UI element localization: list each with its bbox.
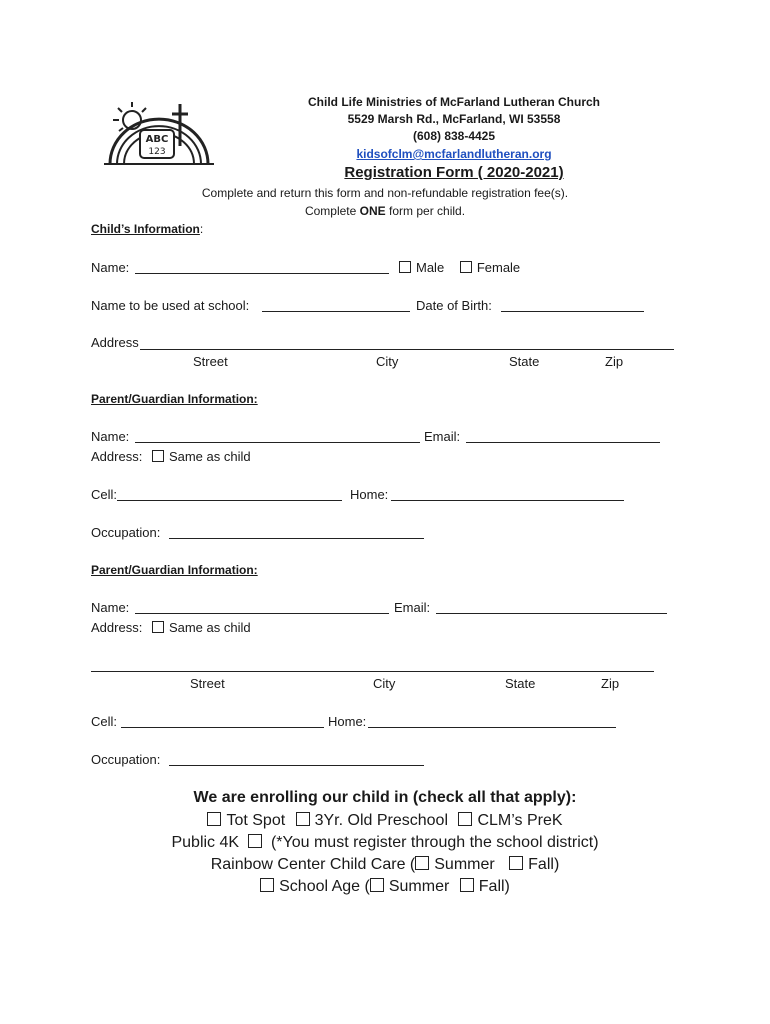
g2-email-field[interactable] bbox=[436, 613, 667, 614]
g1-occupation-label: Occupation: bbox=[91, 525, 161, 540]
school-name-label: Name to be used at school: bbox=[91, 298, 250, 313]
dob-field[interactable] bbox=[501, 311, 644, 312]
g1-email-label: Email: bbox=[424, 429, 461, 444]
g2-address-row bbox=[91, 620, 251, 635]
g1-name-label: Name: bbox=[91, 429, 130, 444]
g2-home-field[interactable] bbox=[368, 727, 616, 728]
g2-street-label: Street bbox=[190, 676, 225, 691]
g1-occupation-field[interactable] bbox=[169, 538, 424, 539]
g1-address-row bbox=[91, 449, 251, 464]
g1-cell-label: Cell: bbox=[91, 487, 118, 502]
school-age-summer-checkbox[interactable] bbox=[370, 878, 384, 892]
rainbow-fall-checkbox[interactable] bbox=[509, 856, 523, 870]
guardian2-heading: Parent/Guardian Information: bbox=[91, 563, 258, 577]
g2-state-label: State bbox=[505, 676, 536, 691]
g2-name-label: Name: bbox=[91, 600, 130, 615]
instructions-1: Complete and return this form and non-refundable registration fee(s). bbox=[201, 186, 569, 200]
child-zip-label: Zip bbox=[605, 354, 624, 369]
g1-address-label: Address: bbox=[91, 449, 143, 464]
male-checkbox[interactable] bbox=[399, 261, 411, 273]
school-age-checkbox[interactable] bbox=[260, 878, 274, 892]
g2-zip-label: Zip bbox=[601, 676, 620, 691]
instructions-2 bbox=[0, 204, 770, 218]
g1-same-as-child-label: Same as child bbox=[168, 449, 251, 464]
instr2-bold: ONE bbox=[359, 204, 386, 218]
rainbow-fall-label: Fall) bbox=[528, 856, 560, 873]
public4k-note: (*You must register through the school district) bbox=[270, 834, 599, 851]
enroll-row-2 bbox=[0, 834, 770, 852]
public4k-label: Public 4K bbox=[171, 834, 240, 851]
school-name-field[interactable] bbox=[262, 311, 410, 312]
tot-spot-checkbox[interactable] bbox=[207, 812, 221, 826]
child-heading-colon: : bbox=[199, 222, 204, 236]
instr2-post: form per child. bbox=[385, 204, 466, 218]
preschool3-label: 3Yr. Old Preschool bbox=[314, 812, 449, 829]
enroll-row-3 bbox=[0, 856, 770, 874]
org-address: 5529 Marsh Rd., McFarland, WI 53558 bbox=[347, 112, 561, 126]
g1-home-field[interactable] bbox=[391, 500, 624, 501]
g1-name-field[interactable] bbox=[135, 442, 420, 443]
form-title: Registration Form ( 2020-2021) bbox=[344, 164, 564, 181]
child-address-field[interactable] bbox=[140, 349, 674, 350]
school-age-summer-label: Summer bbox=[388, 878, 450, 895]
g1-home-label: Home: bbox=[350, 487, 389, 502]
g2-city-label: City bbox=[373, 676, 396, 691]
rainbow-label: Rainbow Center Child Care ( bbox=[210, 856, 416, 873]
org-email-wrap bbox=[69, 147, 770, 161]
org-email-link[interactable]: kidsofclm@mcfarlandlutheran.org bbox=[356, 147, 552, 161]
child-name-label: Name: bbox=[91, 260, 130, 275]
g2-same-as-child-label: Same as child bbox=[168, 620, 251, 635]
child-name-field[interactable] bbox=[135, 273, 389, 274]
g2-name-field[interactable] bbox=[135, 613, 389, 614]
org-name: Child Life Ministries of McFarland Lutheran Church bbox=[307, 95, 601, 109]
enroll-row-1 bbox=[0, 812, 770, 830]
gender-options bbox=[399, 260, 520, 275]
public4k-checkbox[interactable] bbox=[248, 834, 262, 848]
female-checkbox[interactable] bbox=[460, 261, 472, 273]
g2-occupation-field[interactable] bbox=[169, 765, 424, 766]
svg-text:ABC: ABC bbox=[145, 134, 169, 145]
g1-email-field[interactable] bbox=[466, 442, 660, 443]
g2-address-label: Address: bbox=[91, 620, 143, 635]
dob-label: Date of Birth: bbox=[416, 298, 492, 313]
child-street-label: Street bbox=[193, 354, 228, 369]
child-address-label: Address bbox=[91, 335, 139, 350]
clm-prek-checkbox[interactable] bbox=[458, 812, 472, 826]
guardian1-heading: Parent/Guardian Information: bbox=[91, 392, 258, 406]
rainbow-summer-checkbox[interactable] bbox=[415, 856, 429, 870]
tot-spot-label: Tot Spot bbox=[226, 812, 286, 829]
preschool3-checkbox[interactable] bbox=[296, 812, 310, 826]
g2-cell-field[interactable] bbox=[121, 727, 324, 728]
g2-occupation-label: Occupation: bbox=[91, 752, 161, 767]
g1-cell-field[interactable] bbox=[117, 500, 342, 501]
enroll-row-4 bbox=[0, 878, 770, 896]
child-heading bbox=[91, 222, 203, 236]
org-phone: (608) 838-4425 bbox=[412, 129, 496, 143]
enroll-heading: We are enrolling our child in (check all that apply): bbox=[193, 789, 577, 806]
school-age-fall-checkbox[interactable] bbox=[460, 878, 474, 892]
g2-cell-label: Cell: bbox=[91, 714, 118, 729]
female-label: Female bbox=[476, 260, 521, 275]
g2-email-label: Email: bbox=[394, 600, 431, 615]
svg-text:123: 123 bbox=[148, 147, 166, 157]
g2-home-label: Home: bbox=[328, 714, 367, 729]
child-city-label: City bbox=[376, 354, 399, 369]
g2-same-as-child-checkbox[interactable] bbox=[152, 621, 164, 633]
g1-same-as-child-checkbox[interactable] bbox=[152, 450, 164, 462]
child-heading-text: Child’s Information bbox=[91, 222, 200, 236]
g2-address-field[interactable] bbox=[91, 671, 654, 672]
rainbow-summer-label: Summer bbox=[434, 856, 495, 873]
male-label: Male bbox=[416, 260, 445, 275]
school-age-label: School Age ( bbox=[279, 878, 370, 895]
clm-prek-label: CLM’s PreK bbox=[477, 812, 563, 829]
instr2-pre: Complete bbox=[304, 204, 360, 218]
school-age-fall-label: Fall) bbox=[478, 878, 510, 895]
child-state-label: State bbox=[509, 354, 540, 369]
